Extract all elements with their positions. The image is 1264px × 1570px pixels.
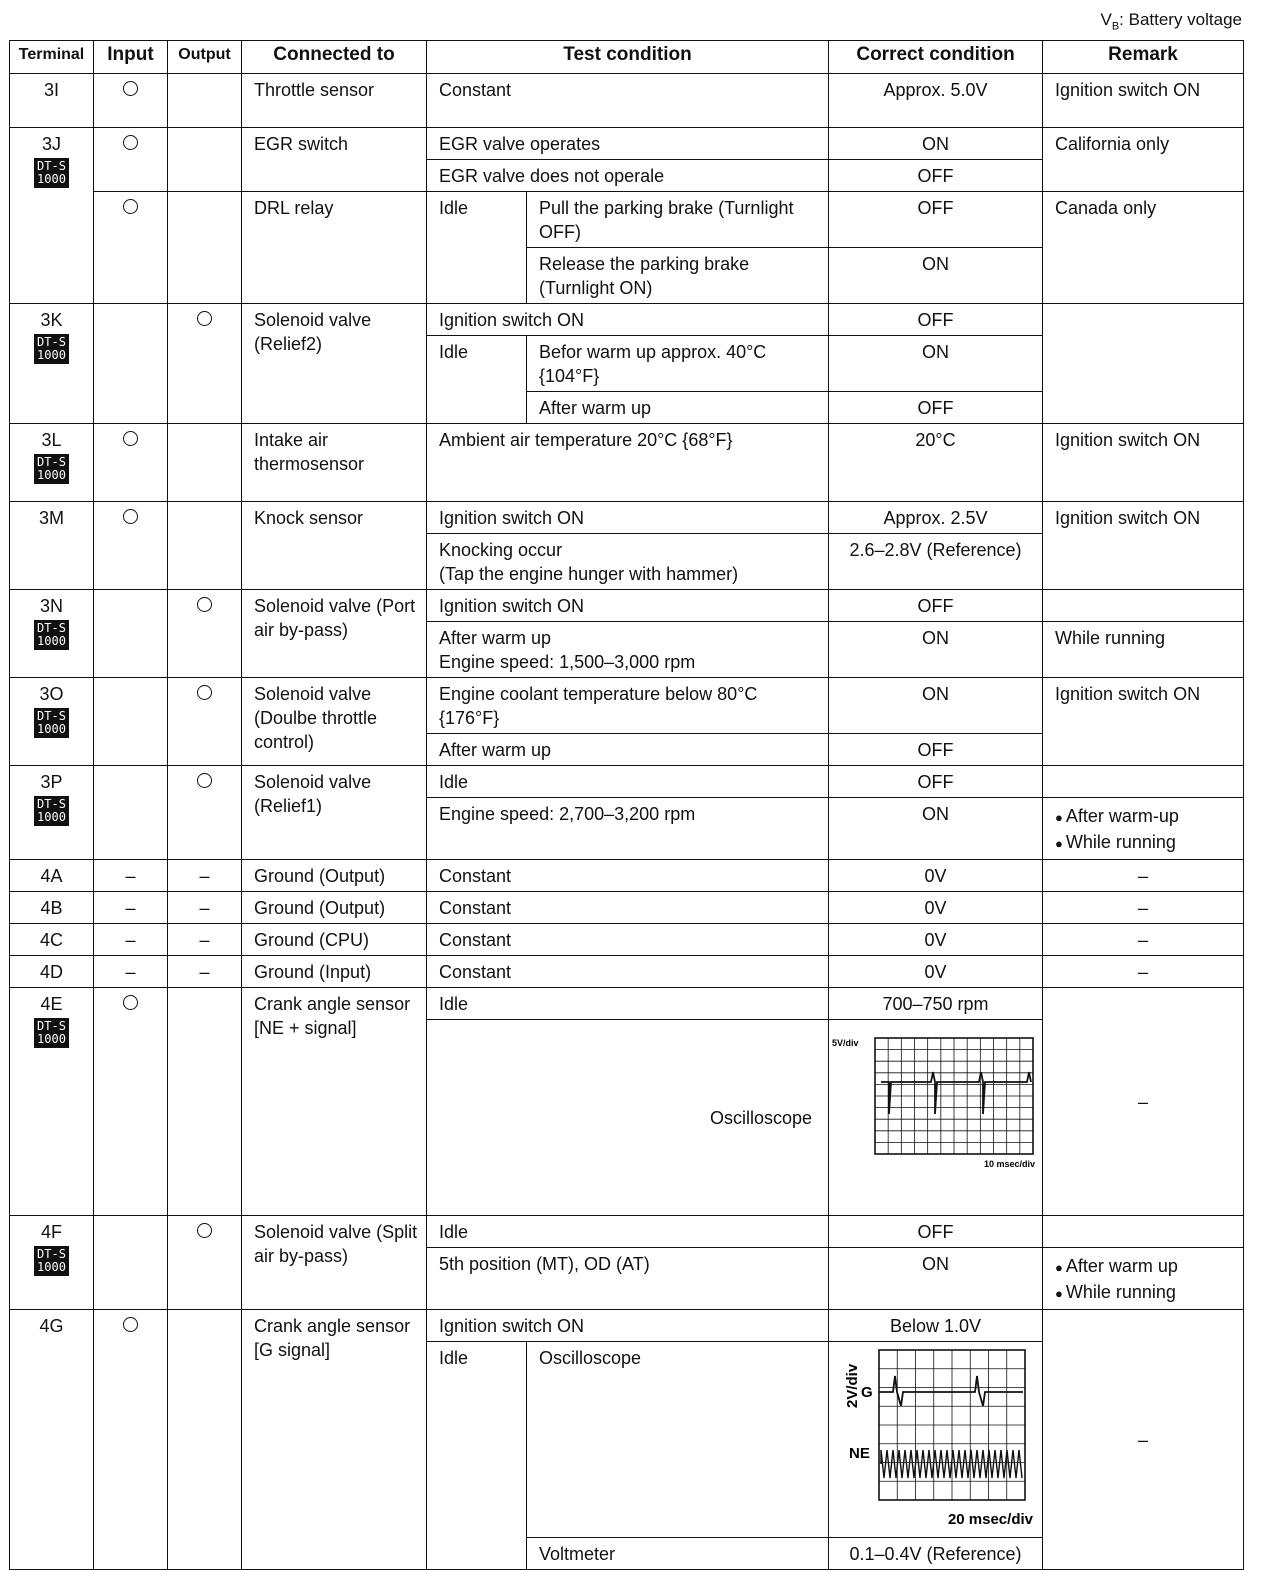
- test-condition-note: (Tap the engine hunger with hammer): [439, 564, 739, 584]
- oscilloscope-g-waveform: [831, 1346, 1037, 1532]
- test-condition: Ignition switch ON: [427, 502, 829, 534]
- table-row: [10, 892, 1244, 924]
- correct-condition: 0V: [829, 892, 1043, 924]
- terminal-id: 3K: [40, 310, 63, 330]
- test-condition: Constant: [427, 892, 829, 924]
- correct-condition: OFF: [829, 590, 1043, 622]
- connected-to: Ground (Output): [242, 860, 427, 892]
- test-condition: Constant: [427, 924, 829, 956]
- ne-signal-trace: [881, 1450, 1022, 1478]
- output-mark-icon: [197, 773, 212, 788]
- dts1000-badge: DT-S 1000: [34, 796, 69, 826]
- remark: Canada only: [1043, 192, 1244, 304]
- output-mark: –: [168, 924, 242, 956]
- header-input: Input: [94, 41, 168, 74]
- dts1000-badge: DT-S 1000: [34, 454, 69, 484]
- correct-condition: 2.6–2.8V (Reference): [829, 534, 1043, 590]
- test-condition: Ignition switch ON: [427, 590, 829, 622]
- correct-condition: 700–750 rpm: [829, 988, 1043, 1020]
- test-condition: EGR valve does not operale: [427, 160, 829, 192]
- oscilloscope-ne-waveform: [831, 1024, 1037, 1174]
- header-output: Output: [168, 41, 242, 74]
- table-row: [10, 192, 1244, 248]
- scope-g-label: G: [861, 1384, 873, 1401]
- input-mark-icon: [123, 509, 138, 524]
- correct-condition: ON: [829, 622, 1043, 678]
- terminal-table: [9, 40, 1244, 1570]
- correct-condition: ON: [829, 1248, 1043, 1310]
- table-row: [10, 304, 1244, 336]
- header-row: [10, 41, 1244, 74]
- scope-ne-label: NE: [849, 1445, 870, 1462]
- oscilloscope-ne-display: [829, 1020, 1043, 1216]
- terminal-id: 3I: [10, 74, 94, 128]
- connected-to: Crank angle sensor [NE + signal]: [242, 988, 427, 1216]
- test-condition: Constant: [427, 956, 829, 988]
- test-condition: Idle: [427, 988, 829, 1020]
- remark: –: [1043, 988, 1244, 1216]
- connected-to: Ground (Input): [242, 956, 427, 988]
- remark: Ignition switch ON: [1043, 74, 1244, 128]
- test-condition: 5th position (MT), OD (AT): [427, 1248, 829, 1310]
- test-condition: Idle: [427, 766, 829, 798]
- remark: ● While running: [1055, 830, 1237, 856]
- correct-condition: OFF: [829, 160, 1043, 192]
- dts1000-badge: DT-S 1000: [34, 158, 69, 188]
- test-condition: Constant: [427, 74, 829, 128]
- correct-condition: OFF: [829, 304, 1043, 336]
- test-condition: Idle: [427, 1216, 829, 1248]
- connected-to: Knock sensor: [242, 502, 427, 590]
- header-terminal: Terminal: [10, 41, 94, 74]
- correct-condition: OFF: [829, 766, 1043, 798]
- test-condition: Befor warm up approx. 40°C {104°F}: [527, 336, 829, 392]
- correct-condition: ON: [829, 798, 1043, 860]
- table-row: [10, 988, 1244, 1020]
- terminal-id: 3P: [40, 772, 63, 792]
- remark: ● While running: [1055, 1280, 1237, 1306]
- input-mark: –: [94, 956, 168, 988]
- test-condition: Release the parking brake (Turnlight ON): [527, 248, 829, 304]
- input-mark-icon: [123, 1317, 138, 1332]
- input-mark-icon: [123, 135, 138, 150]
- connected-to: EGR switch: [242, 128, 427, 192]
- table-row: [10, 956, 1244, 988]
- test-condition: Constant: [427, 860, 829, 892]
- output-mark: –: [168, 892, 242, 924]
- terminal-id: 4G: [10, 1310, 94, 1570]
- input-mark-icon: [123, 81, 138, 96]
- correct-condition: ON: [829, 248, 1043, 304]
- test-condition-group: Idle: [427, 1342, 527, 1570]
- test-condition-group: Idle: [427, 336, 527, 424]
- remark: –: [1043, 924, 1244, 956]
- header-remark: Remark: [1043, 41, 1244, 74]
- table-row: [10, 1216, 1244, 1248]
- input-mark-icon: [123, 199, 138, 214]
- terminal-id: 4D: [10, 956, 94, 988]
- correct-condition: 0V: [829, 924, 1043, 956]
- test-condition: After warm up: [427, 734, 829, 766]
- output-mark-icon: [197, 1223, 212, 1238]
- test-condition-group: Idle: [427, 192, 527, 304]
- correct-condition: OFF: [829, 192, 1043, 248]
- correct-condition: 0V: [829, 956, 1043, 988]
- connected-to: Solenoid valve (Relief2): [242, 304, 427, 424]
- correct-condition: 0V: [829, 860, 1043, 892]
- input-mark: –: [94, 860, 168, 892]
- terminal-id: 4A: [10, 860, 94, 892]
- remark: Ignition switch ON: [1043, 502, 1244, 590]
- test-condition: Ignition switch ON: [427, 1310, 829, 1342]
- remark: While running: [1043, 622, 1244, 678]
- remark: –: [1043, 1310, 1244, 1570]
- connected-to: Solenoid valve (Split air by-pass): [242, 1216, 427, 1310]
- remark: Ignition switch ON: [1043, 678, 1244, 766]
- g-signal-trace: [879, 1376, 1023, 1406]
- output-mark-icon: [197, 597, 212, 612]
- connected-to: Ground (CPU): [242, 924, 427, 956]
- dts1000-badge: DT-S 1000: [34, 1246, 69, 1276]
- remark: –: [1043, 956, 1244, 988]
- output-mark: –: [168, 860, 242, 892]
- remark: –: [1043, 892, 1244, 924]
- connected-to: Solenoid valve (Doulbe throttle control): [242, 678, 427, 766]
- oscilloscope-g-display: [829, 1342, 1043, 1538]
- input-mark-icon: [123, 995, 138, 1010]
- output-mark-icon: [197, 685, 212, 700]
- input-mark: –: [94, 892, 168, 924]
- connected-to: Solenoid valve (Port air by-pass): [242, 590, 427, 678]
- test-condition: EGR valve operates: [427, 128, 829, 160]
- test-condition: Engine speed: 2,700–3,200 rpm: [427, 798, 829, 860]
- test-condition: Engine coolant temperature below 80°C {176°F}: [427, 678, 829, 734]
- correct-condition: OFF: [829, 392, 1043, 424]
- test-condition: Knocking occur: [439, 540, 563, 560]
- terminal-id: 3L: [41, 430, 62, 450]
- scope-y-scale: 2V/div: [844, 1363, 862, 1408]
- header-connected: Connected to: [242, 41, 427, 74]
- test-condition: Oscilloscope: [427, 1020, 829, 1216]
- table-row: [10, 502, 1244, 534]
- terminal-id: 3J: [41, 134, 61, 154]
- connected-to: Ground (Output): [242, 892, 427, 924]
- terminal-id: 4F: [40, 1222, 62, 1242]
- table-row: [10, 1310, 1244, 1342]
- correct-condition: ON: [829, 128, 1043, 160]
- dts1000-badge: DT-S 1000: [34, 620, 69, 650]
- correct-condition: ON: [829, 336, 1043, 392]
- header-test: Test condition: [427, 41, 829, 74]
- dts1000-badge: DT-S 1000: [34, 708, 69, 738]
- dts1000-badge: DT-S 1000: [34, 334, 69, 364]
- terminal-id: 3O: [39, 684, 64, 704]
- test-condition: After warm up: [527, 392, 829, 424]
- remark: ● After warm-up: [1055, 804, 1237, 830]
- battery-voltage-note: $V_B$: Battery voltage: [1100, 10, 1242, 33]
- connected-to: Crank angle sensor [G signal]: [242, 1310, 427, 1570]
- terminal-id: 4E: [40, 994, 63, 1014]
- table-row: [10, 590, 1244, 622]
- remark: California only: [1043, 128, 1244, 192]
- correct-condition: 20°C: [829, 424, 1043, 502]
- connected-to: DRL relay: [242, 192, 427, 304]
- correct-condition: Approx. 2.5V: [829, 502, 1043, 534]
- table-row: [10, 678, 1244, 734]
- remark: –: [1043, 860, 1244, 892]
- terminal-id: 4B: [10, 892, 94, 924]
- output-mark-icon: [197, 311, 212, 326]
- output-mark: –: [168, 956, 242, 988]
- table-row: [10, 74, 1244, 128]
- remark: Ignition switch ON: [1043, 424, 1244, 502]
- test-condition-note: Engine speed: 1,500–3,000 rpm: [439, 652, 696, 672]
- test-condition: Voltmeter: [527, 1538, 829, 1570]
- test-condition: Ambient air temperature 20°C {68°F}: [427, 424, 829, 502]
- table-row: [10, 424, 1244, 502]
- connected-to: Intake air thermosensor: [242, 424, 427, 502]
- input-mark-icon: [123, 431, 138, 446]
- table-row: [10, 860, 1244, 892]
- table-row: [10, 128, 1244, 160]
- scope-x-scale: 10 msec/div: [983, 1159, 1036, 1169]
- connected-to: Solenoid valve (Relief1): [242, 766, 427, 860]
- dts1000-badge: DT-S 1000: [34, 1018, 69, 1048]
- header-correct: Correct condition: [829, 41, 1043, 74]
- terminal-id: 3M: [10, 502, 94, 590]
- test-condition: Oscilloscope: [527, 1342, 829, 1538]
- terminal-id: 3N: [39, 596, 63, 616]
- correct-condition: Below 1.0V: [829, 1310, 1043, 1342]
- correct-condition: Approx. 5.0V: [829, 74, 1043, 128]
- scope-x-scale: 20 msec/div: [947, 1511, 1034, 1528]
- correct-condition: OFF: [829, 1216, 1043, 1248]
- test-condition: Ignition switch ON: [427, 304, 829, 336]
- correct-condition: 0.1–0.4V (Reference): [829, 1538, 1043, 1570]
- scope-y-scale: 5V/div: [832, 1038, 859, 1048]
- input-mark: –: [94, 924, 168, 956]
- terminal-id: 4C: [10, 924, 94, 956]
- connected-to: Throttle sensor: [242, 74, 427, 128]
- remark: ● After warm up: [1055, 1254, 1237, 1280]
- correct-condition: ON: [829, 678, 1043, 734]
- table-row: [10, 766, 1244, 798]
- test-condition: After warm up: [439, 628, 552, 648]
- test-condition: Pull the parking brake (Turnlight OFF): [527, 192, 829, 248]
- correct-condition: OFF: [829, 734, 1043, 766]
- table-row: [10, 924, 1244, 956]
